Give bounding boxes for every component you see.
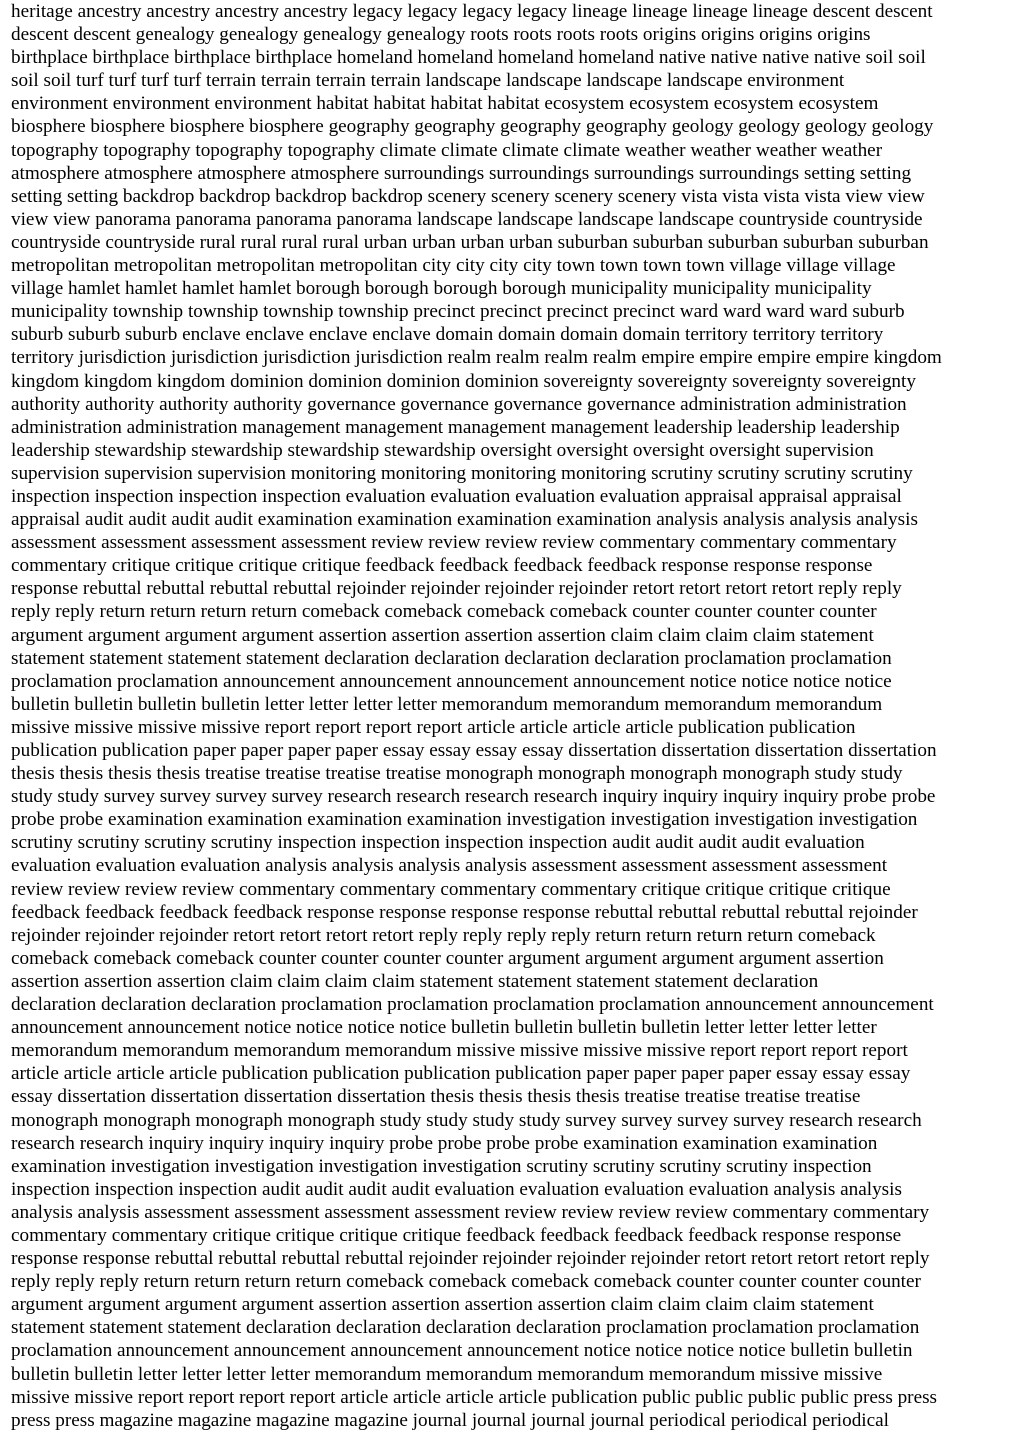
text-line: bulletin bulletin letter letter letter letter memorandum memorandum memorandum memorandum missive missive <box>11 1363 883 1385</box>
text-line: response response rebuttal rebuttal rebuttal rebuttal rejoinder rejoinder rejoinder rejoinder retort retort retort retort reply <box>11 1248 930 1270</box>
text-line: environment environment environment habitat habitat habitat habitat ecosystem ecosystem ecosystem ecosystem <box>11 93 879 115</box>
text-line: assertion assertion assertion claim claim claim claim statement statement statement statement declaration <box>11 970 819 992</box>
text-line: assessment assessment assessment assessment review review review review commentary commentary commentary <box>11 532 897 554</box>
text-line: publication publication paper paper paper paper essay essay essay essay dissertation dissertation dissertation dissertation <box>11 740 937 761</box>
text-line: setting setting backdrop backdrop backdrop backdrop scenery scenery scenery scenery vista vista vista vista view view <box>11 185 925 207</box>
text-line: inspection inspection inspection inspection evaluation evaluation evaluation evaluation appraisal appraisal appraisal <box>11 485 902 507</box>
text-line: village hamlet hamlet hamlet hamlet borough borough borough borough municipality municipality municipality <box>11 278 872 300</box>
text-line: suburb suburb suburb enclave enclave enclave enclave domain domain domain domain territory territory territory <box>11 324 884 346</box>
text-line: examination investigation investigation investigation investigation scrutiny scrutiny scrutiny scrutiny inspection <box>11 1155 872 1177</box>
text-line: commentary commentary critique critique critique critique feedback feedback feedback feedback response response <box>11 1224 902 1246</box>
text-line: proclamation proclamation announcement announcement announcement announcement notice notice notice notice <box>11 670 892 692</box>
text-line: announcement announcement notice notice notice notice bulletin bulletin bulletin bulletin letter letter letter letter <box>11 1017 877 1039</box>
text-line: metropolitan metropolitan metropolitan metropolitan city city city city town town town town village village village <box>11 255 896 277</box>
text-line: topography topography topography topography climate climate climate climate weather weather weather weather <box>11 139 883 161</box>
text-line: proclamation announcement announcement announcement announcement notice notice notice notice bulletin bulletin <box>11 1340 913 1362</box>
text-line: argument argument argument argument assertion assertion assertion assertion claim claim claim claim statement <box>11 1294 874 1316</box>
text-line: missive missive missive missive report report report report article article article article publication publication <box>11 716 856 738</box>
text-line: thesis thesis thesis thesis treatise treatise treatise treatise monograph monograph monograph monograph study study <box>11 763 903 785</box>
text-line: rejoinder rejoinder rejoinder retort retort retort retort reply reply reply reply return return return return comeback <box>11 924 876 946</box>
text-line: essay dissertation dissertation dissertation dissertation thesis thesis thesis thesis treatise treatise treatise treatise <box>11 1086 861 1108</box>
text-line: press press magazine magazine magazine magazine journal journal journal journal periodical periodical periodical <box>11 1409 889 1431</box>
body-text <box>11 0 1019 1432</box>
text-line: atmosphere atmosphere atmosphere atmosphere surroundings surroundings surroundings surroundings setting setting <box>11 162 912 184</box>
text-line: descent descent genealogy genealogy genealogy genealogy roots roots roots roots origins origins origins origins <box>11 24 871 46</box>
text-line: countryside countryside rural rural rural rural urban urban urban urban suburban suburban suburban suburban suburban <box>11 231 929 253</box>
text-line: biosphere biosphere biosphere biosphere geography geography geography geography geology geology geology geology <box>11 116 934 138</box>
text-line: statement statement statement statement declaration declaration declaration declaration proclamation proclamation <box>11 647 892 669</box>
text-line: missive missive report report report report article article article article publication public public public public press press <box>11 1386 938 1408</box>
text-line: reply reply return return return return comeback comeback comeback comeback counter counter counter counter <box>11 601 877 623</box>
text-line: argument argument argument argument assertion assertion assertion assertion claim claim claim claim statement <box>11 624 874 646</box>
text-line: bulletin bulletin bulletin bulletin letter letter letter letter memorandum memorandum memorandum memorandum <box>11 693 883 715</box>
text-line: memorandum memorandum memorandum memorandum missive missive missive missive report report report report <box>11 1040 908 1062</box>
text-line: response rebuttal rebuttal rebuttal rebuttal rejoinder rejoinder rejoinder rejoinder retort retort retort retort reply reply <box>11 578 902 600</box>
text-line: leadership stewardship stewardship stewardship stewardship oversight oversight oversight oversight supervision <box>11 439 874 461</box>
text-line: analysis analysis assessment assessment assessment assessment review review review review commentary commentary <box>11 1201 930 1223</box>
text-line: authority authority authority authority governance governance governance governance administration administration <box>11 393 907 415</box>
text-line: probe probe examination examination examination examination investigation investigation investigation investigation <box>11 809 918 831</box>
text-line: comeback comeback comeback counter counter counter counter argument argument argument argument assertion <box>11 947 884 969</box>
text-line: statement statement statement declaration declaration declaration declaration proclamation proclamation proclamation <box>11 1317 920 1339</box>
text-line: view view panorama panorama panorama panorama landscape landscape landscape landscape countryside countryside <box>11 208 923 230</box>
text-line: kingdom kingdom kingdom dominion dominion dominion dominion sovereignty sovereignty sovereignty sovereignty <box>11 370 916 392</box>
text-line: soil soil turf turf turf turf terrain terrain terrain terrain landscape landscape landscape landscape environment <box>11 70 845 92</box>
text-line: research research inquiry inquiry inquiry inquiry probe probe probe probe examination examination examination <box>11 1132 878 1154</box>
text-line: commentary critique critique critique critique feedback feedback feedback feedback response response response <box>11 555 873 577</box>
text-line: heritage ancestry ancestry ancestry ancestry legacy legacy legacy legacy lineage lineage lineage lineage descent descent <box>11 1 933 22</box>
text-line: supervision supervision supervision monitoring monitoring monitoring monitoring scrutiny scrutiny scrutiny scrutiny <box>11 462 913 484</box>
text-line: territory jurisdiction jurisdiction jurisdiction jurisdiction realm realm realm realm empire empire empire empire kingdom <box>11 347 942 369</box>
text-line: feedback feedback feedback feedback response response response response rebuttal rebuttal rebuttal rebuttal rejoinder <box>11 901 918 923</box>
text-line: review review review review commentary commentary commentary commentary critique critique critique critique <box>11 878 891 900</box>
text-line: reply reply reply return return return return comeback comeback comeback comeback counter counter counter counter <box>11 1271 921 1293</box>
text-line: declaration declaration declaration proclamation proclamation proclamation proclamation announcement announcement <box>11 994 934 1016</box>
text-line: administration administration management management management management leadership leadership leadership <box>11 416 900 438</box>
text-line: scrutiny scrutiny scrutiny scrutiny inspection inspection inspection inspection audit audit audit audit evaluation <box>11 832 865 854</box>
text-line: inspection inspection inspection audit audit audit audit evaluation evaluation evaluation evaluation analysis analysis <box>11 1178 902 1200</box>
text-line: birthplace birthplace birthplace birthplace homeland homeland homeland homeland native native native native soil soil <box>11 47 926 69</box>
text-line: monograph monograph monograph monograph study study study study survey survey survey survey research research <box>11 1109 922 1131</box>
text-line: study study survey survey survey survey research research research research inquiry inquiry inquiry inquiry probe probe <box>11 786 936 808</box>
text-line: evaluation evaluation evaluation analysis analysis analysis analysis assessment assessment assessment assessment <box>11 855 888 877</box>
text-line: municipality township township township township precinct precinct precinct precinct ward ward ward ward suburb <box>11 301 905 323</box>
text-line: article article article article publication publication publication publication paper paper paper paper essay essay essay <box>11 1063 911 1085</box>
text-line: appraisal audit audit audit audit examination examination examination examination analysis analysis analysis analysis <box>11 509 918 531</box>
